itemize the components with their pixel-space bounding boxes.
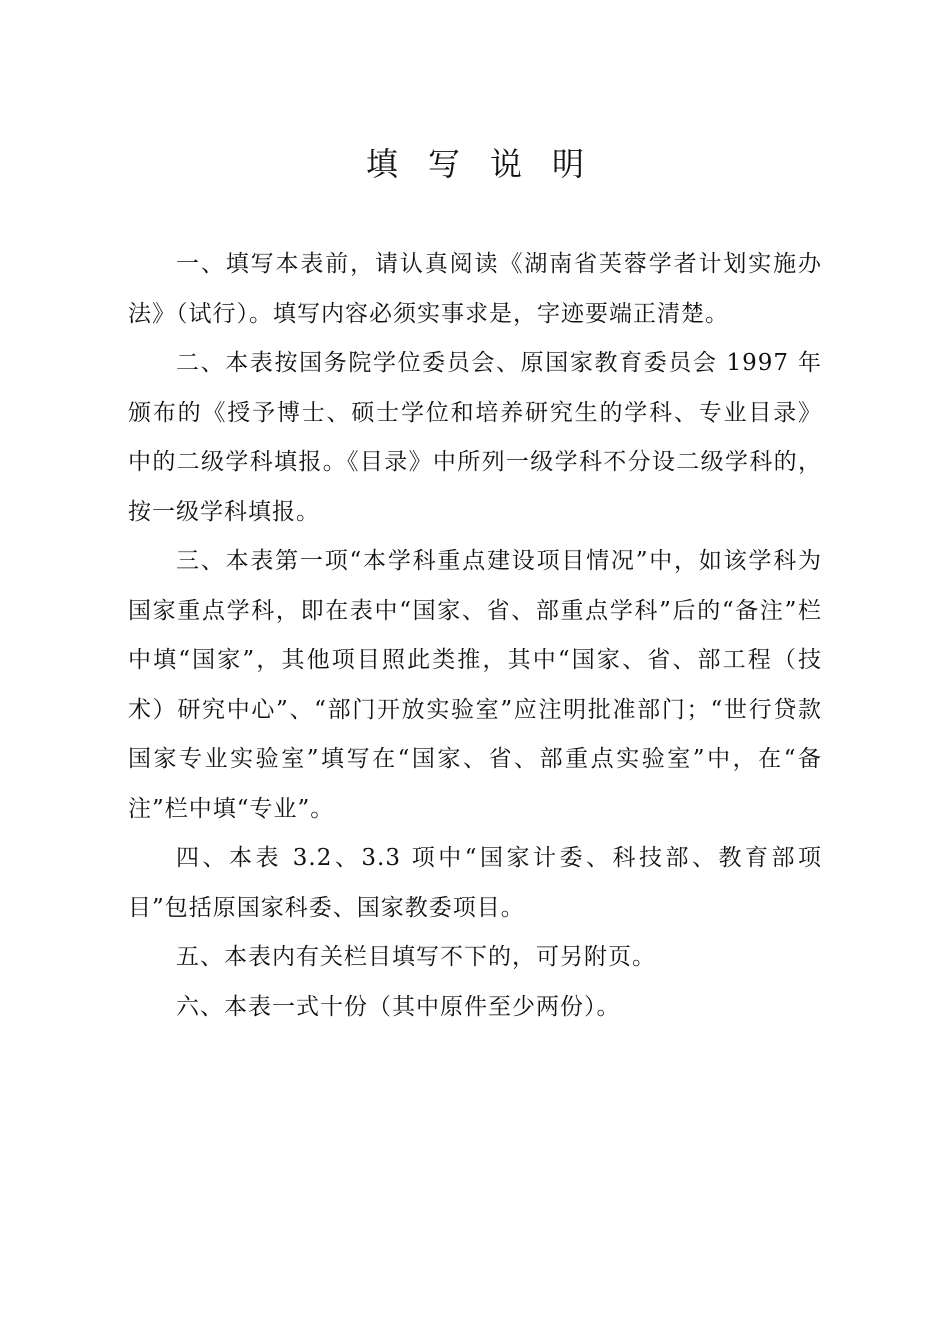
instructions-body (128, 240, 822, 1032)
instruction-paragraph-2: 二、本表按国务院学位委员会、原国家教育委员会 1997 年颁布的《授予博士、硕士学位和培养研究生的学科、专业目录》中的二级学科填报。《目录》中所列一级学科不分设二级学科的，按一级学科填报。 (128, 350, 822, 525)
document-title: 填写说明 (365, 145, 614, 183)
instruction-paragraph-5: 五、本表内有关栏目填写不下的，可另附页。 (176, 944, 656, 970)
instruction-paragraph-3: 三、本表第一项“本学科重点建设项目情况”中，如该学科为国家重点学科，即在表中“国家、省、部重点学科”后的“备注”栏中填“国家”，其他项目照此类推，其中“国家、省、部工程（技术）研究中心”、“部门开放实验室”应注明批准部门；“世行贷款国家专业实验室”填写在“国家、省、部重点实验室”中，在“备注”栏中填“专业”。 (128, 548, 822, 822)
instruction-paragraph-6: 六、本表一式十份（其中原件至少两份）。 (176, 993, 621, 1020)
instruction-paragraph-1: 一、填写本表前，请认真阅读《湖南省芙蓉学者计划实施办法》（试行）。填写内容必须实事求是，字迹要端正清楚。 (128, 251, 822, 327)
instruction-paragraph-4: 四、本表 3.2、3.3 项中“国家计委、科技部、教育部项目”包括原国家科委、国家教委项目。 (128, 845, 822, 921)
